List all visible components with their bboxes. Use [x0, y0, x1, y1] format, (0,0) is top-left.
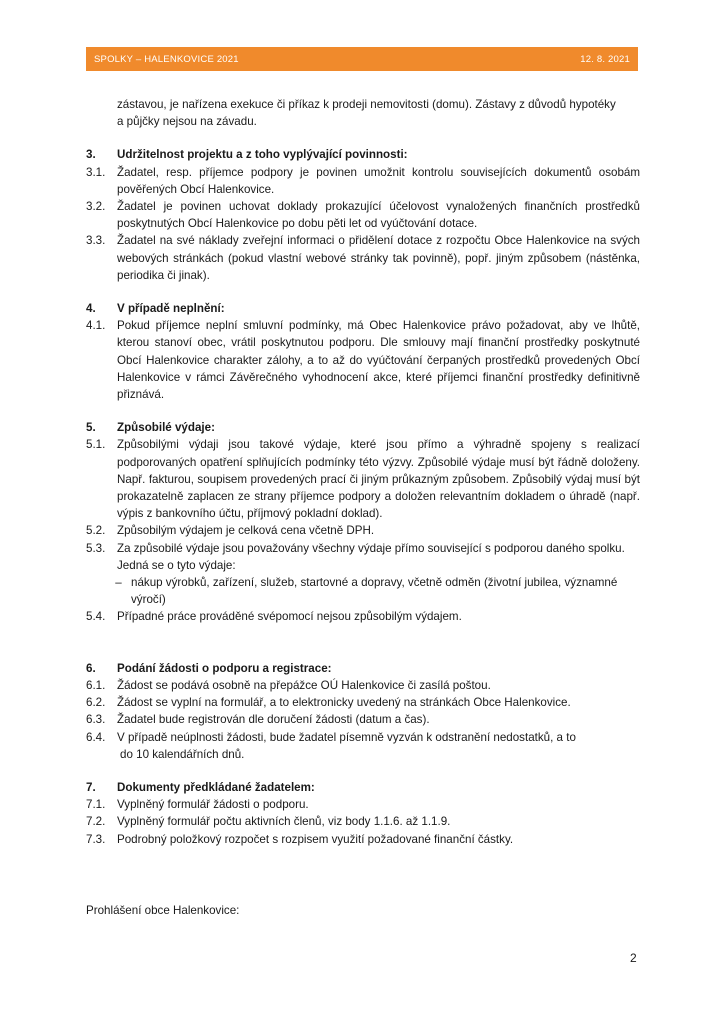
item-subtext — [86, 557, 640, 574]
section-number: 7. — [86, 780, 96, 794]
section-title: Způsobilé výdaje: — [117, 421, 215, 435]
item-number: 3.2. — [86, 200, 106, 214]
item-text: Způsobilými výdaji jsou takové výdaje, které jsou přímo a výhradně spojeny s realizací podporovaných opatření splňujících podmínky této výzvy. Způsobilé výdaje musí být řádně doloženy. Např. fakturou, soupisem provedených prací či jiným průkazným způsobem. Způsobilý výdaj musí být prokazatelně zaplacen ze strany příjemce podpory a doložen relevantním dokladem o úhradě (např. výpis z bankovního účtu, příjmový pokladní doklad). — [117, 438, 640, 521]
section-title: Dokumenty předkládané žadatelem: — [117, 780, 315, 794]
section-title: Podání žádosti o podporu a registrace: — [117, 661, 332, 675]
section-title: V případě neplnění: — [117, 302, 225, 316]
section-number: 4. — [86, 302, 96, 316]
item-text: V případě neúplnosti žádosti, bude žadatel písemně vyzván k odstranění nedostatků, a to — [117, 730, 576, 744]
header-date: 12. 8. 2021 — [580, 53, 630, 65]
section-3 — [86, 146, 640, 284]
section-heading — [86, 660, 640, 677]
list-item — [86, 831, 640, 848]
section-number: 5. — [86, 421, 96, 435]
list-item — [86, 729, 640, 746]
item-number: 6.2. — [86, 696, 106, 710]
section-heading — [86, 146, 640, 163]
header-title: SPOLKY – HALENKOVICE 2021 — [94, 53, 239, 65]
item-text: Podrobný položkový rozpočet s rozpisem využití požadované finanční částky. — [117, 832, 514, 846]
list-item — [86, 436, 640, 522]
item-text: Za způsobilé výdaje jsou považovány všechny výdaje přímo související s podporou daného spolku. — [117, 541, 625, 555]
intro-line-1: zástavou, je nařízena exekuce či příkaz k prodeji nemovitosti (domu). Zástavy z důvodů hypotéky — [117, 98, 616, 111]
list-item — [86, 677, 640, 694]
item-number: 7.3. — [86, 832, 106, 846]
item-number: 5.3. — [86, 541, 106, 555]
item-text: Žadatel bude registrován dle doručení žádosti (datum a čas). — [117, 713, 430, 727]
item-number: 6.1. — [86, 678, 106, 692]
list-item — [86, 198, 640, 232]
declaration-heading: Prohlášení obce Halenkovice: — [86, 904, 240, 917]
page-number: 2 — [630, 951, 637, 965]
item-text: Žádost se vyplní na formulář, a to elektronicky uvedený na stránkách Obce Halenkovice. — [117, 696, 571, 710]
item-number: 4.1. — [86, 319, 106, 333]
item-number: 3.1. — [86, 165, 106, 179]
item-text: Pokud příjemce neplní smluvní podmínky, má Obec Halenkovice právo požadovat, aby ve lhůtě, kterou stanoví obec, vrátil poskytnutou podporu. Dle smlouvy mají finanční prostředky poskytnuté Obcí Halenkovice charakter zálohy, a to až do vyúčtování čerpaných prostředků provedených Obcí Halenkovice v rámci Závěrečného vyhodnocení akce, které příjemci finanční prostředky definitivně přiznává. — [117, 319, 640, 402]
list-item — [86, 164, 640, 198]
list-item — [86, 522, 640, 539]
item-continuation — [86, 746, 640, 763]
item-text: Vyplněný formulář počtu aktivních členů, viz body 1.1.6. až 1.1.9. — [117, 815, 451, 829]
bullet-text: nákup výrobků, zařízení, služeb, startovné a dopravy, včetně odměn (životní jubilea, významné výročí) — [131, 576, 618, 607]
item-number: 7.1. — [86, 798, 106, 812]
intro-line-2: a půjčky nejsou na závadu. — [117, 115, 257, 129]
item-text: Žadatel na své náklady zveřejní informaci o přidělení dotace z rozpočtu Obce Halenkovice na svých webových stránkách (pokud vlastní webové stránky tak povinně), popř. jiným způsobem (nástěnka, periodika či jinak). — [117, 234, 640, 282]
section-title: Udržitelnost projektu a z toho vyplývající povinnosti: — [117, 148, 408, 162]
list-item — [86, 317, 640, 403]
item-number: 5.1. — [86, 438, 106, 452]
section-7 — [86, 779, 640, 848]
list-item — [86, 540, 640, 557]
item-text: Žádost se podává osobně na přepážce OÚ Halenkovice či zasílá poštou. — [117, 678, 491, 692]
item-number: 5.4. — [86, 610, 106, 624]
item-number: 6.4. — [86, 730, 106, 744]
subtext-label: Jedná se o tyto výdaje: — [117, 558, 236, 572]
page-header-band — [86, 47, 638, 71]
item-text: Vyplněný formulář žádosti o podporu. — [117, 798, 309, 812]
list-item — [86, 796, 640, 813]
dash-bullet: – — [115, 576, 122, 590]
list-item — [86, 813, 640, 830]
section-4 — [86, 300, 640, 403]
continuation-text: do 10 kalendářních dnů. — [120, 747, 245, 761]
section-6 — [86, 660, 640, 763]
item-text: Žadatel je povinen uchovat doklady prokazující účelovost vynaložených finančních prostředků poskytnutých Obcí Halenkovice po dobu pěti let od vyúčtování dotace. — [117, 200, 640, 231]
item-number: 3.3. — [86, 234, 106, 248]
item-text: Žadatel, resp. příjemce podpory je povinen umožnit kontrolu souvisejících dokumentů osobám pověřených Obcí Halenkovice. — [117, 165, 640, 196]
section-heading — [86, 300, 640, 317]
list-item — [86, 694, 640, 711]
list-item — [86, 608, 640, 625]
item-text: Případné práce prováděné svépomocí nejsou způsobilým výdajem. — [117, 610, 462, 624]
item-number: 5.2. — [86, 524, 106, 538]
section-number: 6. — [86, 661, 96, 675]
section-heading — [86, 419, 640, 436]
item-number: 6.3. — [86, 713, 106, 727]
section-heading — [86, 779, 640, 796]
document-body — [86, 96, 640, 848]
list-item — [86, 232, 640, 284]
section-5 — [86, 419, 640, 625]
item-number: 7.2. — [86, 815, 106, 829]
bullet-item — [86, 574, 640, 608]
item-text: Způsobilým výdajem je celková cena včetně DPH. — [117, 524, 375, 538]
list-item — [86, 711, 640, 728]
section-number: 3. — [86, 148, 96, 162]
